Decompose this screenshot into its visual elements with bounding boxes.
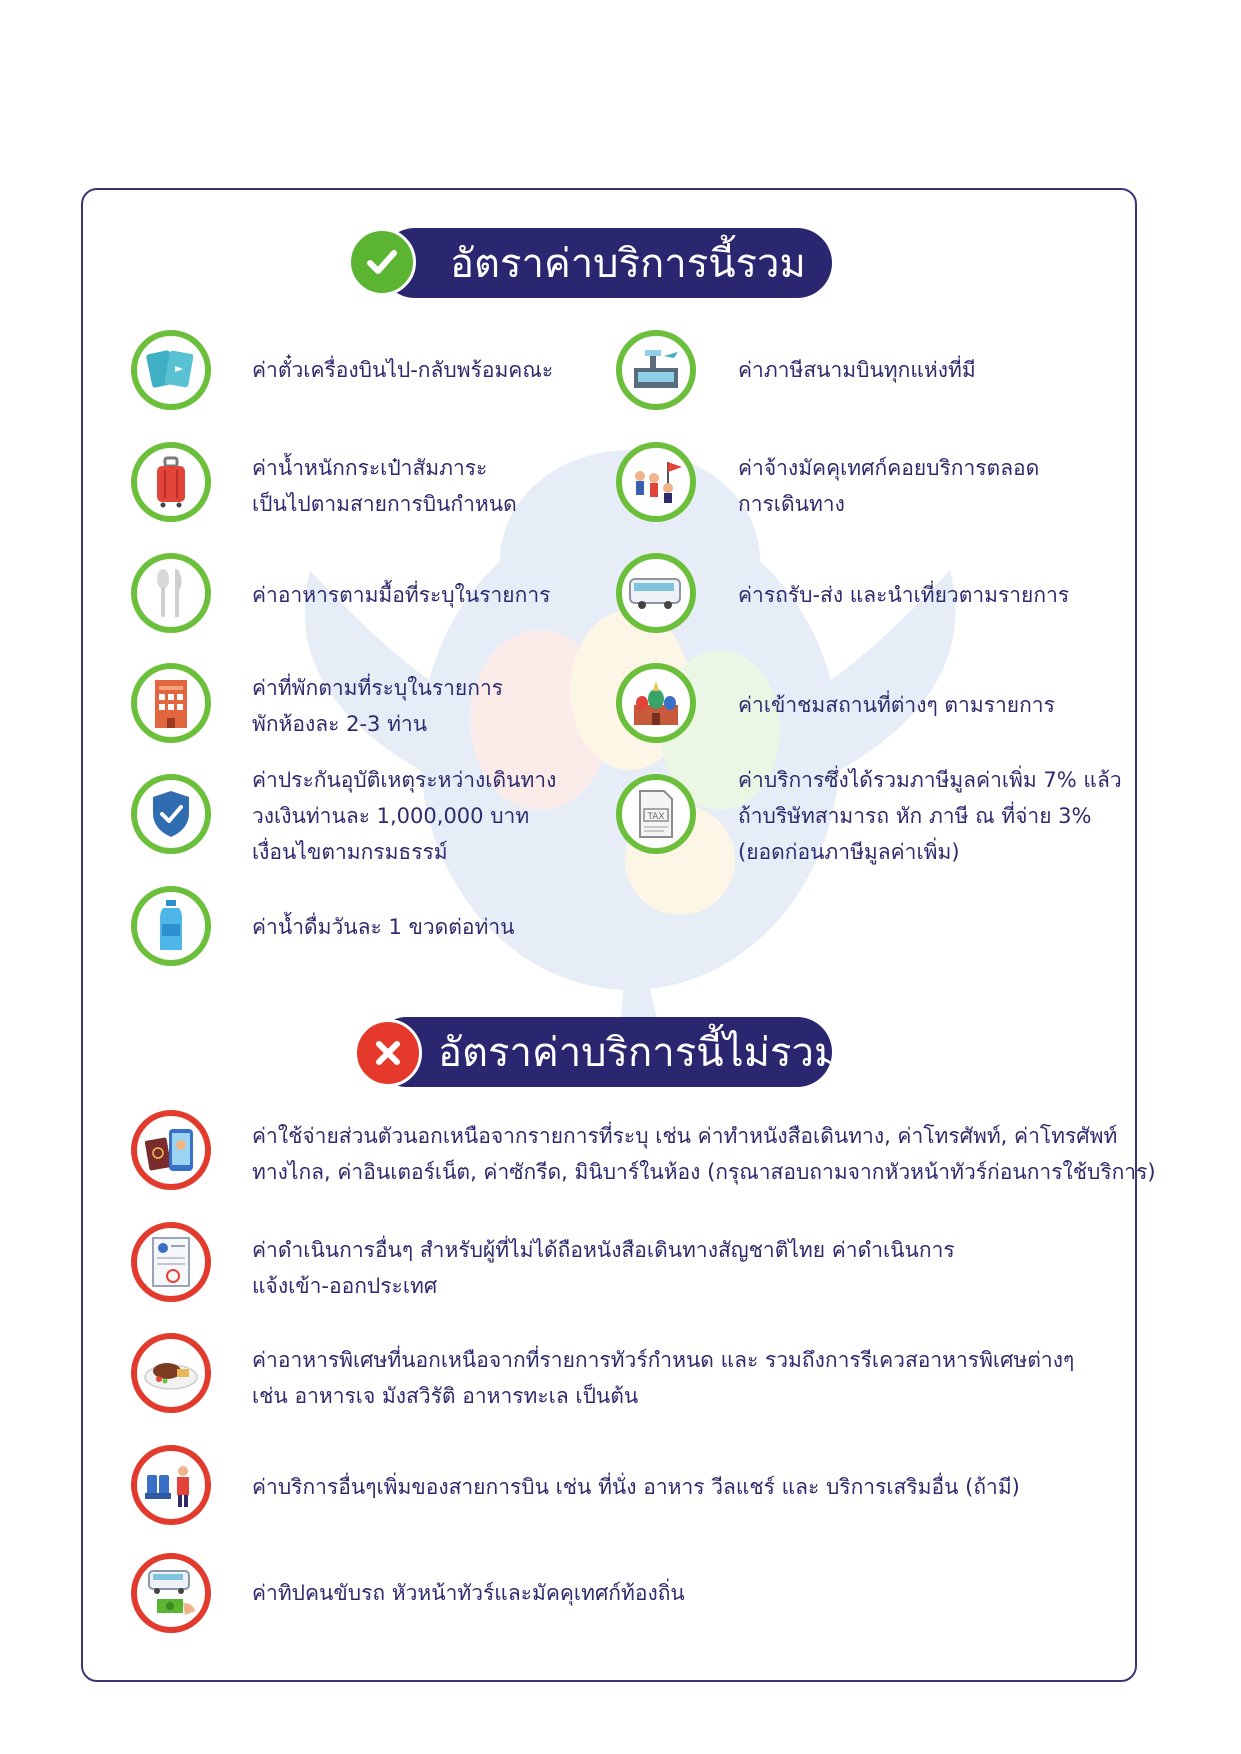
included-item-line: พักห้องละ 2-3 ท่าน bbox=[252, 712, 428, 736]
included-item-line: ค่าภาษีสนามบินทุกแห่งที่มี bbox=[738, 358, 976, 382]
cutlery-icon bbox=[131, 553, 211, 633]
svg-text:TAX: TAX bbox=[647, 812, 665, 822]
included-item-line: ค่าที่พักตามที่ระบุในรายการ bbox=[252, 676, 504, 700]
excluded-item-line: ค่าบริการอื่นๆเพิ่มของสายการบิน เช่น ที่นั่ง อาหาร วีลแชร์ และ บริการเสริมอื่น (ถ้ามี) bbox=[252, 1475, 1020, 1499]
included-item-line: ค่าบริการซึ่งได้รวมภาษีมูลค่าเพิ่ม 7% แล้ว bbox=[738, 768, 1122, 792]
visa-document-icon bbox=[131, 1222, 211, 1302]
excluded-item-line: เช่น อาหารเจ มังสวิรัติ อาหารทะเล เป็นต้น bbox=[252, 1384, 639, 1408]
included-item-line: ถ้าบริษัทสามารถ หัก ภาษี ณ ที่จ่าย 3% bbox=[738, 804, 1092, 828]
included-item-line: ค่ารถรับ-ส่ง และนำเที่ยวตามรายการ bbox=[738, 583, 1070, 607]
cross-icon bbox=[354, 1019, 422, 1087]
excluded-item-line: ค่าทิปคนขับรถ หัวหน้าทัวร์และมัคคุเทศก์ท้องถิ่น bbox=[252, 1581, 685, 1605]
included-item-line: ค่าน้ำหนักกระเป๋าสัมภาระ bbox=[252, 456, 488, 480]
luggage-icon bbox=[131, 442, 211, 522]
excluded-item-line: ค่าอาหารพิเศษที่นอกเหนือจากที่รายการทัวร์กำหนด และ รวมถึงการรีเควสอาหารพิเศษต่างๆ bbox=[252, 1348, 1075, 1372]
airline-seat-icon bbox=[131, 1445, 211, 1525]
included-title: อัตราค่าบริการนี้รวม bbox=[450, 241, 806, 287]
airport-icon bbox=[616, 330, 696, 410]
included-item-line: ค่าจ้างมัคคุเทศก์คอยบริการตลอด bbox=[738, 456, 1040, 480]
excluded-item-line: ค่าใช้จ่ายส่วนตัวนอกเหนือจากรายการที่ระบุ เช่น ค่าทำหนังสือเดินทาง, ค่าโทรศัพท์, ค่าโทรศัพท์ bbox=[252, 1124, 1118, 1148]
included-item-line: เงื่อนไขตามกรมธรรม์ bbox=[252, 840, 448, 864]
hotel-icon bbox=[131, 663, 211, 743]
excluded-item-line: ค่าดำเนินการอื่นๆ สำหรับผู้ที่ไม่ได้ถือหนังสือเดินทางสัญชาติไทย ค่าดำเนินการ bbox=[252, 1238, 955, 1262]
included-item-line: ค่าประกันอุบัติเหตุระหว่างเดินทาง bbox=[252, 768, 557, 792]
excluded-item-line: แจ้งเข้า-ออกประเทศ bbox=[252, 1274, 438, 1298]
included-item-line: ค่าตั๋วเครื่องบินไป-กลับพร้อมคณะ bbox=[252, 358, 554, 382]
ticket-icon bbox=[131, 330, 211, 410]
included-item-line: (ยอดก่อนภาษีมูลค่าเพิ่ม) bbox=[738, 840, 960, 864]
check-icon bbox=[348, 228, 416, 296]
included-item-line: ค่าเข้าชมสถานที่ต่างๆ ตามรายการ bbox=[738, 693, 1055, 717]
included-item-line: ค่าน้ำดื่มวันละ 1 ขวดต่อท่าน bbox=[252, 915, 515, 939]
included-banner bbox=[380, 228, 832, 298]
landmark-icon bbox=[616, 663, 696, 743]
included-item-line: เป็นไปตามสายการบินกำหนด bbox=[252, 492, 517, 516]
excluded-item-line: ทางไกล, ค่าอินเตอร์เน็ต, ค่าซักรีด, มินิบาร์ในห้อง (กรุณาสอบถามจากหัวหน้าทัวร์ก่อนการใช้บริการ) bbox=[252, 1160, 1156, 1184]
excluded-title: อัตราค่าบริการนี้ไม่รวม bbox=[438, 1030, 841, 1076]
included-item-line: ค่าอาหารตามมื้อที่ระบุในรายการ bbox=[252, 583, 551, 607]
shield-check-icon bbox=[131, 774, 211, 854]
water-bottle-icon bbox=[131, 886, 211, 966]
bus-icon bbox=[616, 553, 696, 633]
tour-guide-icon bbox=[616, 442, 696, 522]
tip-money-icon bbox=[131, 1553, 211, 1633]
passport-phone-icon bbox=[131, 1110, 211, 1190]
excluded-banner bbox=[372, 1017, 841, 1087]
special-meal-icon bbox=[131, 1333, 211, 1413]
included-item-line: วงเงินท่านละ 1,000,000 บาท bbox=[252, 804, 530, 828]
included-item-line: การเดินทาง bbox=[738, 492, 845, 516]
tax-document-icon bbox=[616, 774, 696, 854]
